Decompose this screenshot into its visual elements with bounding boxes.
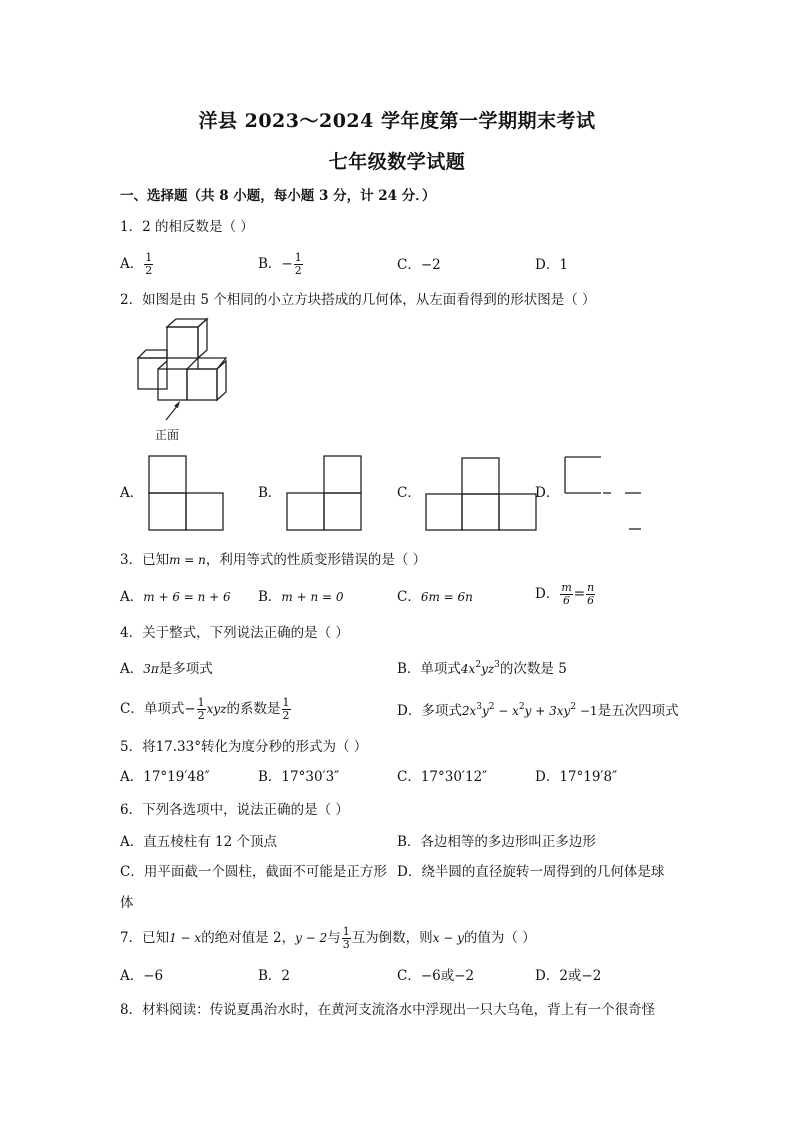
q8-stem: 8．材料阅读：传说夏禹治水时，在黄河支流洛水中浮现出一只大乌龟，背上有一个很奇怪 bbox=[120, 1002, 656, 1018]
q6-option-c: C．用平面截一个圆柱，截面不可能是正方形 bbox=[120, 864, 387, 880]
q5-option-a: A．17°19′48″ bbox=[120, 769, 210, 785]
q3-stem: 3．已知m = n，利用等式的性质变形错误的是（ ） bbox=[120, 552, 427, 568]
section-heading: 一、选择题（共 8 小题，每小题 3 分，计 24 分．） bbox=[120, 188, 436, 204]
q7-option-b: B．2 bbox=[258, 968, 291, 984]
q6-option-a: A．直五棱柱有 12 个顶点 bbox=[120, 834, 278, 850]
q6-option-d: D．绕半圆的直径旋转一周得到的几何体是球 bbox=[397, 864, 665, 880]
q3-option-a: A．m + 6 = n + 6 bbox=[120, 589, 231, 605]
q7-stem: 7．已知1 − x的绝对值是 2，y − 2与 $\frac{1}{3}$ 互为倒数，则x − y的值为（ ） bbox=[120, 925, 536, 951]
q3-option-b: B．m + n = 0 bbox=[258, 589, 344, 605]
q6-option-d-continued: 体 bbox=[120, 895, 134, 911]
q5-option-d: D．17°19′8″ bbox=[535, 769, 618, 785]
q2-option-b-label: B． bbox=[258, 485, 282, 501]
q3-option-d: D． $\frac{m}{6}$ = $\frac{n}{6}$ bbox=[535, 581, 595, 607]
q5-option-b: B．17°30′3″ bbox=[258, 769, 340, 785]
front-label: 正面 bbox=[155, 428, 180, 442]
q5-stem: 5．将17.33°转化为度分秒的形式为（ ） bbox=[120, 739, 368, 755]
q2-option-d-figure bbox=[563, 456, 643, 532]
q1-option-d: D．1 bbox=[535, 257, 568, 273]
q3-option-c: C．6m = 6n bbox=[397, 589, 473, 605]
q7-option-c: C．−6或−2 bbox=[397, 968, 475, 984]
q7-option-d: D．2或−2 bbox=[535, 968, 602, 984]
q1-stem: 1．2 的相反数是（ ） bbox=[120, 219, 254, 235]
q5-option-c: C．17°30′12″ bbox=[397, 769, 488, 785]
q1-option-a: A． $\frac{1}{2}$ bbox=[120, 251, 153, 277]
q2-option-a-label: A． bbox=[120, 485, 144, 501]
q2-option-c-figure bbox=[425, 457, 537, 531]
q1-option-c: C．−2 bbox=[397, 257, 441, 273]
exam-title: 洋县 2023～2024 学年度第一学期期末考试 bbox=[198, 110, 596, 132]
q6-option-b: B．各边相等的多边形叫正多边形 bbox=[397, 834, 596, 850]
q4-option-d: D．多项式$2x^3y^2 - x^2y + 3xy^2 -1$是五次四项式 bbox=[397, 702, 679, 719]
q1-option-b: B．− $\frac{1}{2}$ bbox=[258, 251, 302, 277]
q4-option-c: C．单项式− $\frac{1}{2}$ xyz的系数是 $\frac{1}{2}$ bbox=[120, 696, 290, 722]
q2-option-b-figure bbox=[286, 455, 362, 531]
q2-option-d-label: D． bbox=[535, 485, 560, 501]
q2-option-c-label: C． bbox=[397, 485, 421, 501]
exam-subtitle: 七年级数学试题 bbox=[328, 151, 466, 173]
q2-option-a-figure bbox=[148, 455, 224, 531]
q4-stem: 4．关于整式，下列说法正确的是（ ） bbox=[120, 625, 349, 641]
q4-option-a: A．3π是多项式 bbox=[120, 661, 213, 677]
q2-stem: 2．如图是由 5 个相同的小立方块搭成的几何体，从左面看得到的形状图是（ ） bbox=[120, 292, 596, 308]
q4-option-b: B．单项式$4x^2yz^3$的次数是 5 bbox=[397, 660, 567, 677]
q2-cube-figure bbox=[130, 315, 240, 430]
q6-stem: 6．下列各选项中，说法正确的是（ ） bbox=[120, 802, 349, 818]
q7-option-a: A．−6 bbox=[120, 968, 164, 984]
